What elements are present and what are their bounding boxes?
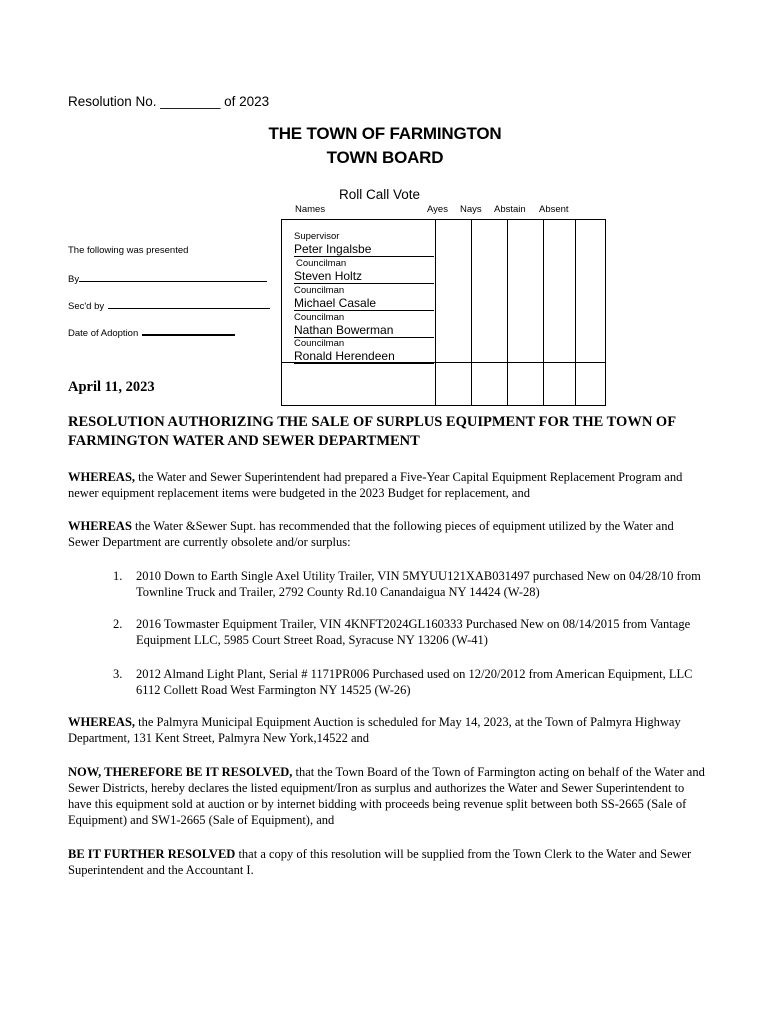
document-title: THE TOWN OF FARMINGTON [268,124,502,143]
paragraph-text: the Palmyra Municipal Equipment Auction is scheduled for May 14, 2023, at the Town of Palmyra Highway Department, 131 Kent Street, Palmyra New York,14522 and [68,715,681,745]
item-number: 3. [113,667,123,681]
table-divider [575,220,576,405]
paragraph-text: that a copy of this resolution will be supplied from the Town Clerk to the Water and Sewer Superintendent and the Accountant I. [68,847,692,877]
column-header-ayes: Ayes [427,204,448,215]
whereas-paragraph [68,714,708,746]
table-divider [435,220,436,405]
by-field [68,272,267,285]
paragraph-text: that the Town Board of the Town of Farmington acting on behalf of the Water and Sewer Districts, hereby declares the listed equipment/Iron as surplus and authorizes the Water and Sewer Superintendent to have this equipment sold at auction or by internet bidding with proceeds being revenue split between both SS-2665 (Sale of Equipment) and SW1-2665 (Sale of Equipment), and [68,765,705,827]
item-number: 2. [113,617,123,631]
paragraph-lead: WHEREAS, [68,715,136,729]
column-header-absent: Absent [539,204,569,215]
equipment-item [113,666,713,698]
resolution-number: Resolution No. ________ of 2023 [68,94,270,109]
secd-by-label: Sec'd by [68,301,105,312]
member-name: Steven Holtz [294,270,434,284]
table-divider [471,220,472,405]
member-role: Councilman [294,338,345,349]
resolution-heading: RESOLUTION AUTHORIZING THE SALE OF SURPLUS EQUIPMENT FOR THE TOWN OF FARMINGTON WATER AND SEWER DEPARTMENT [68,414,676,449]
member-name: Michael Casale [294,297,434,311]
whereas-paragraph [68,518,708,550]
member-role: Councilman [294,312,345,323]
paragraph-lead: NOW, THEREFORE BE IT RESOLVED, [68,765,293,779]
member-role: Councilman [294,285,345,296]
item-text: 2012 Almand Light Plant, Serial # 1171PR006 Purchased used on 12/20/2012 from American Equipment, LLC 6112 Collett Road West Farmington NY 14525 (W-26) [136,667,693,697]
column-header-abstain: Abstain [494,204,526,215]
by-label: By [68,274,80,285]
signature-line [142,325,235,336]
paragraph-lead: WHEREAS, [68,470,136,484]
signature-line [108,299,270,309]
equipment-item [113,616,713,648]
date-of-adoption-label: Date of Adoption [68,328,139,339]
member-role: Supervisor [294,231,340,242]
column-header-nays: Nays [460,204,482,215]
paragraph-lead: BE IT FURTHER RESOLVED [68,847,236,861]
member-name: Ronald Herendeen [294,350,434,364]
document-subtitle: TOWN BOARD [326,148,444,167]
date-of-adoption-field [68,325,235,339]
paragraph-text: the Water &Sewer Supt. has recommended that the following pieces of equipment utilized by the Water and Sewer Department are currently obsolete and/or surplus: [68,519,674,549]
equipment-item [113,568,713,600]
secd-by-field [68,299,270,312]
item-number: 1. [113,569,123,583]
paragraph-lead: WHEREAS [68,519,132,533]
resolution-date: April 11, 2023 [68,379,155,395]
presented-label: The following was presented [68,245,189,256]
item-text: 2016 Towmaster Equipment Trailer, VIN 4KNFT2024GL160333 Purchased New on 08/14/2015 from Vantage Equipment LLC, 5985 Court Street Road, Syracuse NY 13206 (W-41) [136,617,691,647]
table-divider [507,220,508,405]
further-resolved-paragraph [68,846,708,878]
column-header-names: Names [295,204,326,215]
signature-line [79,272,267,282]
roll-call-title: Roll Call Vote [339,187,421,202]
item-text: 2010 Down to Earth Single Axel Utility Trailer, VIN 5MYUU121XAB031497 purchased New on 04/28/10 from Townline Truck and Trailer, 2792 County Rd.10 Canandaigua NY 14424 (W-28) [136,569,701,599]
table-divider [543,220,544,405]
member-role: Councilman [296,258,347,269]
whereas-paragraph [68,469,708,501]
resolved-paragraph [68,764,708,828]
member-name: Nathan Bowerman [294,324,434,338]
paragraph-text: the Water and Sewer Superintendent had prepared a Five-Year Capital Equipment Replacement Program and newer equipment replacement items were budgeted in the 2023 Budget for replacement, and [68,470,683,500]
member-name: Peter Ingalsbe [294,243,434,257]
